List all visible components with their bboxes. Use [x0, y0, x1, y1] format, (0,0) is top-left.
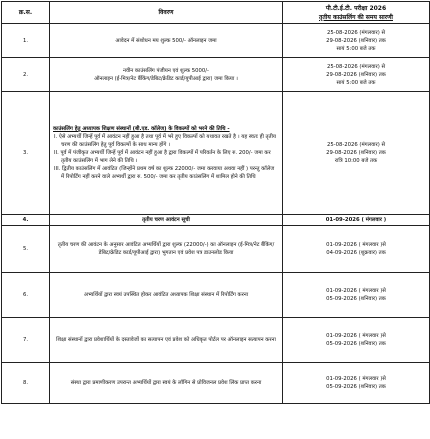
row-date	[283, 226, 430, 273]
row-sno: 3.	[2, 92, 50, 215]
list-item: III. द्वितीय काउंसलिंग में आवंटित (जिन्होंने प्रथम वर्ष का शुल्क 22000/- जमा करवाया अथवा नहीं ) परन्तु कॉलेज में रिपोर्टिंग नहीं करने वाले अभ्यर्थी द्वारा रु. 500/- जमा कर तृतीय काउंसलिंग में शामिल होने की तिथि	[54, 166, 275, 180]
header-schedule-line1: पी.टी.ई.टी. परीक्षा 2026	[325, 4, 387, 12]
row-sno: 1.	[2, 24, 50, 58]
date-line: 01-09-2026 ( मंगलवार )से	[326, 288, 386, 294]
row-date	[283, 273, 430, 318]
table-row	[2, 226, 430, 273]
row-detail: शिक्षा संस्थानों द्वारा प्रवेशार्थियों के दस्तावेजों का सत्यापन एवं प्रवेश को अधिकृत पोर्टल पर ऑनलाइन सत्यापन करना	[50, 318, 283, 363]
row-detail: आवेदन में संशोधन मय शुल्क 500/- ऑनलाइन जमा	[50, 24, 283, 58]
list-item: II. पूर्व में पंजीकृत अभ्यर्थी जिन्हें पूर्व में आवंटन नहीं हुआ है द्वारा विकल्पों में परिवर्तन के लिए रु. 200/- जमा कर तृतीय काउंसलिंग में भाग लेने की तिथि ।	[54, 150, 271, 164]
row-sno: 7.	[2, 318, 50, 363]
row-date	[283, 24, 430, 58]
date-line: 05-09-2026 (शनिवार) तक	[326, 296, 386, 302]
header-schedule	[283, 2, 430, 24]
row-date	[283, 58, 430, 92]
row-date	[283, 318, 430, 363]
table-header-row	[2, 2, 430, 24]
row-date	[283, 92, 430, 215]
header-sno: क्र.स.	[2, 2, 50, 24]
detail-line: ऑनलाइन (ई-मित्र/नेट बैंकिंग/डेबिट/क्रेडिट कार्ड/यूपीआई द्वारा) जमा किया ।	[94, 75, 238, 82]
schedule-table	[1, 1, 430, 404]
table-row	[2, 92, 430, 215]
row-detail: तृतीय चरण आवंटन सूची	[50, 215, 283, 226]
row-detail: तृतीय चरण की आवंटन के अनुसार आवंटित अभ्यर्थियों द्वारा शुल्क (22000/-) का ऑनलाइन (ई-मित्र/नेट बैंकिंग/डेबिट/क्रेडिट कार्ड/यूपीआई द्वारा) भुगतान एवं प्रवेश पत्र डाउनलोड किया	[50, 226, 283, 273]
row-sno: 8.	[2, 363, 50, 404]
row-detail: संस्था द्वारा प्रमाणीकरण उपरान्त अभ्यर्थियों द्वारा स्वयं के लॉगिन से प्रोविजनल प्रवेश लिंक प्राप्त करना	[50, 363, 283, 404]
table-row	[2, 318, 430, 363]
date-line: 29-08-2026 (शनिवार) तक	[326, 150, 386, 156]
table-row	[2, 215, 430, 226]
row-title: काउंसलिंग हेतु अध्यापक शिक्षण संस्थानों (बी.एड. कॉलेज) के विकल्पों को भरने की तिथि -	[53, 126, 230, 132]
row-sno: 5.	[2, 226, 50, 273]
date-line: रात्रि 10:00 बजे तक	[334, 158, 378, 164]
row-date: 01-09-2026 ( मंगलवार )	[283, 215, 430, 226]
row-detail	[50, 92, 283, 215]
row-sno: 6.	[2, 273, 50, 318]
row-date	[283, 363, 430, 404]
header-detail: विवरण	[50, 2, 283, 24]
date-line: 29-08-2026 (शनिवार) तक	[326, 71, 386, 78]
date-line: 01-09-2026 ( मंगलवार )से	[326, 242, 386, 248]
list-item: I. ऐसे अभ्यर्थी जिन्हें पूर्व में आवंटन नहीं हुआ है तथा पूर्व में भरे हुए विकल्पों को यथावत रखते है । यह स्वतः ही तृतीय चरण की काउंसलिंग हेतु पूर्व विकल्पों के साथ मान्य होंगे ।	[54, 134, 276, 148]
row-sno: 2.	[2, 58, 50, 92]
date-line: 25-08-2026 (मंगलवार) से	[326, 63, 386, 70]
row-detail: अभ्यर्थियों द्वारा स्वयं उपस्थित होकर आवंटित अध्यापक शिक्षा संस्थान में रिपोर्टिंग करना	[50, 273, 283, 318]
row-sno: 4.	[2, 215, 50, 226]
row-detail	[50, 58, 283, 92]
detail-line: नवीन काउंसलिंग पंजीयन एवं शुल्क 5000/-	[123, 67, 209, 74]
date-line: 29-08-2026 (शनिवार) तक	[326, 37, 386, 44]
date-line: 25-08-2026 (मंगलवार) से	[326, 142, 386, 148]
date-line: 05-09-2026 (शनिवार) तक	[326, 384, 386, 390]
date-line: 25-08-2026 (मंगलवार) से	[326, 29, 386, 36]
date-line: 05-09-2026 (शनिवार) तक	[326, 341, 386, 347]
header-schedule-line2: तृतीय काउंसलिंग की समय सारणी	[319, 13, 393, 21]
date-line: सायं 5:00 बजे तक	[336, 79, 376, 86]
date-line: 01-09-2026 ( मंगलवार )से	[326, 333, 386, 339]
table-row	[2, 363, 430, 404]
table-row	[2, 24, 430, 58]
table-row	[2, 273, 430, 318]
date-line: 04-09-2026 (शुक्रवार) तक	[326, 250, 386, 256]
date-line: 01-09-2026 ( मंगलवार )से	[326, 376, 386, 382]
date-line: सायं 5:00 बजे तक	[336, 45, 376, 52]
table-row	[2, 58, 430, 92]
